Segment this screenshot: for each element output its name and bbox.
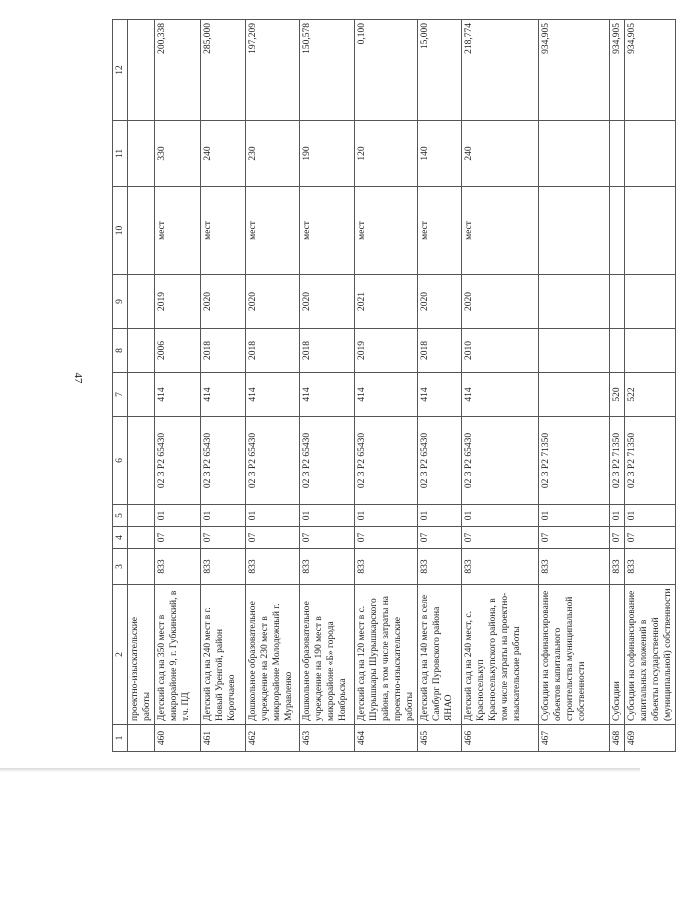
table-cell	[625, 275, 676, 329]
table-cell: 468	[610, 725, 625, 752]
table-header-row	[113, 20, 128, 752]
table-cell	[610, 329, 625, 373]
table-cell	[610, 187, 625, 275]
table-cell: Субсидии на софинансирование капитальных вложений в объекты государственной (муниципальной) собственности	[625, 585, 676, 725]
table-cell	[539, 187, 610, 275]
table-cell: Детский сад на 120 мест в с. Шурышкары Шурышкарского района, в том числе затраты на проектно-изыскательские работы	[355, 585, 418, 725]
table-cell: 01	[462, 505, 539, 527]
table-cell: 01	[201, 505, 246, 527]
table-row	[201, 20, 246, 752]
table-cell: 07	[418, 527, 462, 549]
table-cell	[539, 329, 610, 373]
table-cell	[625, 329, 676, 373]
table-cell: 240	[201, 121, 246, 187]
table-cell: мест	[462, 187, 539, 275]
table-cell	[610, 275, 625, 329]
table-cell: Субсидии	[610, 585, 625, 725]
table-cell: Дошкольное образовательное учреждение на 190 мест в микрорайоне «Б» города Ноябрьска	[300, 585, 355, 725]
table-cell: 02 3 P2 65430	[355, 417, 418, 505]
table-cell: 833	[155, 549, 201, 585]
table-cell: 01	[246, 505, 300, 527]
table-cell: 02 3 P2 65430	[418, 417, 462, 505]
column-header: 4	[113, 527, 128, 549]
table-body	[113, 20, 676, 752]
table-cell: 466	[462, 725, 539, 752]
table-cell: 07	[155, 527, 201, 549]
table-cell	[128, 373, 155, 417]
table-cell: 833	[246, 549, 300, 585]
table-cell: 02 3 P2 71350	[625, 417, 676, 505]
table-cell: 2021	[355, 275, 418, 329]
table-cell: мест	[355, 187, 418, 275]
table-cell: 330	[155, 121, 201, 187]
table-cell: 520	[610, 373, 625, 417]
table-cell	[128, 187, 155, 275]
table-cell: 02 3 P2 65430	[246, 417, 300, 505]
table-cell: 833	[355, 549, 418, 585]
table-cell	[128, 121, 155, 187]
table-cell: 01	[610, 505, 625, 527]
table-cell: 414	[155, 373, 201, 417]
table-cell	[128, 275, 155, 329]
column-header: 9	[113, 275, 128, 329]
table-cell: 07	[625, 527, 676, 549]
table-cell: мест	[246, 187, 300, 275]
table-cell: 200,338	[155, 20, 201, 121]
table-cell: Детский сад на 240 мест, с. Красноселькуп Красноселькупского района, в том числе затраты на проектно-изыскательские работы	[462, 585, 539, 725]
table-cell: 07	[462, 527, 539, 549]
table-row	[418, 20, 462, 752]
column-header: 10	[113, 187, 128, 275]
table-cell: 934,905	[610, 20, 625, 121]
table-cell: 01	[155, 505, 201, 527]
table-cell: 02 3 P2 65430	[300, 417, 355, 505]
table-row	[539, 20, 610, 752]
table-cell: мест	[418, 187, 462, 275]
table-cell	[128, 329, 155, 373]
table-cell: 414	[418, 373, 462, 417]
table-cell: 190	[300, 121, 355, 187]
table-cell: 414	[355, 373, 418, 417]
column-header: 2	[113, 585, 128, 725]
table-cell: 07	[539, 527, 610, 549]
table-cell: 07	[610, 527, 625, 549]
table-cell: 2018	[201, 329, 246, 373]
table-cell: 2010	[462, 329, 539, 373]
table-cell	[128, 725, 155, 752]
table-cell: 833	[610, 549, 625, 585]
table-cell: 414	[246, 373, 300, 417]
table-cell: Дошкольное образовательное учреждение на 230 мест в микрорайоне Молодежный г. Муравленко	[246, 585, 300, 725]
column-header: 12	[113, 20, 128, 121]
table-cell: 2018	[300, 329, 355, 373]
table-cell: проектно-изыскательские работы	[128, 585, 155, 725]
table-cell	[128, 505, 155, 527]
table-cell: 285,000	[201, 20, 246, 121]
table-cell: 833	[625, 549, 676, 585]
table-cell: 464	[355, 725, 418, 752]
table-cell: 0,100	[355, 20, 418, 121]
table-cell: 463	[300, 725, 355, 752]
table-cell: 469	[625, 725, 676, 752]
table-cell: 218,774	[462, 20, 539, 121]
table-cell: 2020	[246, 275, 300, 329]
table-cell: 934,905	[539, 20, 610, 121]
table-cell: 07	[355, 527, 418, 549]
table-cell: 2020	[300, 275, 355, 329]
table-cell	[539, 373, 610, 417]
table-cell: 240	[462, 121, 539, 187]
table-cell: 2020	[418, 275, 462, 329]
table-cell	[128, 417, 155, 505]
table-row	[462, 20, 539, 752]
table-cell: 02 3 P2 71350	[610, 417, 625, 505]
table-row	[625, 20, 676, 752]
table-cell	[128, 549, 155, 585]
table-cell: 414	[300, 373, 355, 417]
column-header: 1	[113, 725, 128, 752]
table-cell: 2020	[201, 275, 246, 329]
table-cell: Субсидии на софинансирование объектов капитального строительства муниципальной собственности	[539, 585, 610, 725]
table-cell: 07	[300, 527, 355, 549]
table-cell: 2018	[418, 329, 462, 373]
table-cell: 230	[246, 121, 300, 187]
table-cell	[625, 121, 676, 187]
table-cell: 467	[539, 725, 610, 752]
table-row	[155, 20, 201, 752]
table-cell: 833	[300, 549, 355, 585]
table-cell: 140	[418, 121, 462, 187]
table-cell: 414	[462, 373, 539, 417]
table-cell: мест	[155, 187, 201, 275]
table-cell: 02 3 P2 71350	[539, 417, 610, 505]
table-cell	[539, 275, 610, 329]
column-header: 5	[113, 505, 128, 527]
table-row	[610, 20, 625, 752]
page-number: 47	[72, 372, 84, 384]
table-cell: 02 3 P2 65430	[462, 417, 539, 505]
table-cell: Детский сад на 240 мест в г. Новый Уренгой, район Коротчаево	[201, 585, 246, 725]
table-cell: 414	[201, 373, 246, 417]
table-cell: 15,000	[418, 20, 462, 121]
table-cell: 462	[246, 725, 300, 752]
table-row	[128, 20, 155, 752]
rotated-page-content	[112, 20, 673, 752]
table-cell: 833	[539, 549, 610, 585]
table-cell: 833	[201, 549, 246, 585]
table-cell: 07	[201, 527, 246, 549]
table-cell	[128, 527, 155, 549]
table-cell: 02 3 P2 65430	[155, 417, 201, 505]
table-cell: 120	[355, 121, 418, 187]
table-row	[246, 20, 300, 752]
table-cell: 01	[300, 505, 355, 527]
table-cell: Детский сад на 350 мест в микрорайоне 9, г. Губкинский, в т.ч. ПД	[155, 585, 201, 725]
table-cell: 01	[355, 505, 418, 527]
table-cell: 01	[418, 505, 462, 527]
table-cell: мест	[300, 187, 355, 275]
column-header: 8	[113, 329, 128, 373]
table-cell: 2019	[355, 329, 418, 373]
table-cell: 461	[201, 725, 246, 752]
table-cell: мест	[201, 187, 246, 275]
table-cell: 197,209	[246, 20, 300, 121]
scan-bottom-edge	[0, 768, 640, 772]
column-header: 11	[113, 121, 128, 187]
table-cell: 2006	[155, 329, 201, 373]
budget-table	[112, 19, 676, 752]
table-cell: 01	[625, 505, 676, 527]
table-row	[300, 20, 355, 752]
table-cell: 833	[462, 549, 539, 585]
table-row	[355, 20, 418, 752]
table-cell: 01	[539, 505, 610, 527]
column-header: 3	[113, 549, 128, 585]
table-cell: 460	[155, 725, 201, 752]
table-cell: 522	[625, 373, 676, 417]
table-cell: 833	[418, 549, 462, 585]
table-cell: 02 3 P2 65430	[201, 417, 246, 505]
table-cell: 465	[418, 725, 462, 752]
table-cell: 934,905	[625, 20, 676, 121]
column-header: 6	[113, 417, 128, 505]
table-cell	[610, 121, 625, 187]
table-cell: Детский сад на 140 мест в селе Самбург Пуровского района ЯНАО	[418, 585, 462, 725]
table-cell	[625, 187, 676, 275]
table-cell: 07	[246, 527, 300, 549]
table-cell: 150,578	[300, 20, 355, 121]
table-cell: 2018	[246, 329, 300, 373]
table-cell	[128, 20, 155, 121]
column-header: 7	[113, 373, 128, 417]
table-cell: 2020	[462, 275, 539, 329]
table-cell	[539, 121, 610, 187]
table-cell: 2019	[155, 275, 201, 329]
